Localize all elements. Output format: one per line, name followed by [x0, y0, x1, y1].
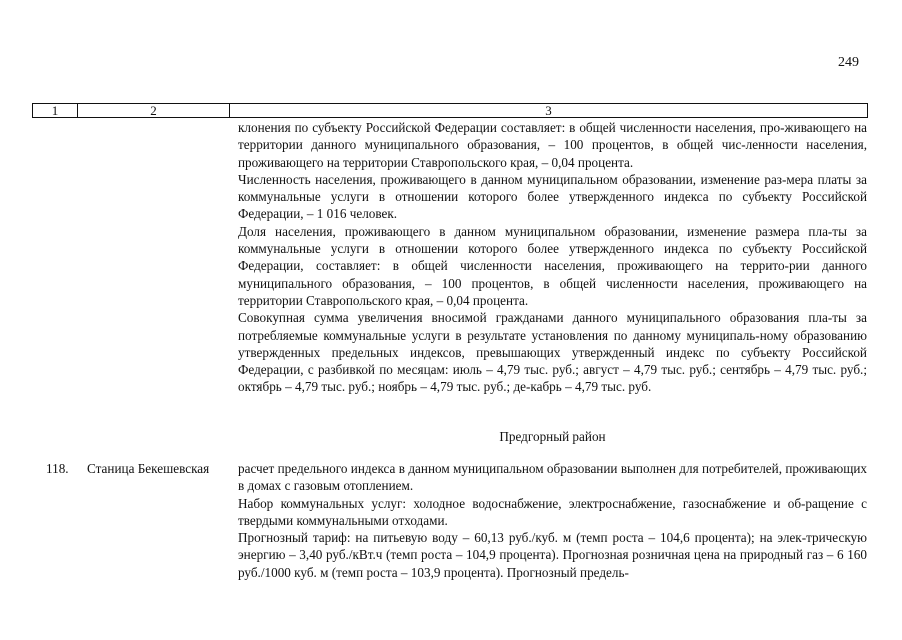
column-header-2: 2 [78, 104, 230, 117]
entry-text [238, 460, 867, 581]
column-header-1: 1 [33, 104, 78, 117]
paragraph: Прогнозный тариф: на питьевую воду – 60,13 руб./куб. м (темп роста – 104,6 процента); на элек-трическую энергию – 3,40 руб./кВт.ч (темп роста – 104,9 процента). Прогнозная розничная цена на природный газ – 6 160 руб./1000 куб. м (темп роста – 103,9 процента). Прогнозный предель- [238, 530, 867, 580]
paragraph: клонения по субъекту Российской Федерации составляет: в общей численности населения, про-живающего на территории данного муниципального образования, – 100 процентов, в общей чис-ленности населения, проживающего на территории Ставропольского края, – 0,04 процента. [238, 120, 867, 170]
continuation-text [238, 119, 867, 396]
entry-number: 118. [46, 461, 69, 476]
paragraph: Доля населения, проживающего в данном муниципальном образовании, изменение размера пла-ты за коммунальные услуги в отношении которого более утвержденного индекса по субъекту Российской Федерации, составляет: в общей численности населения, проживающего на террито-рии данного муниципального образования, – 100 процентов, в общей численности населения, проживающего на территории Ставропольского края, – 0,04 процента. [238, 223, 867, 308]
paragraph: расчет предельного индекса в данном муниципальном образовании выполнен для потребителей, проживающих в домах с газовым отоплением. [238, 461, 867, 494]
page-number: 249 [838, 55, 859, 70]
table-header-row [32, 103, 868, 118]
district-heading: Предгорный район [499, 429, 606, 444]
paragraph: Совокупная сумма увеличения вносимой гражданами данного муниципального образования пла-ты за потребляемые коммунальные услуги в результате установления по данному муниципаль-ному образованию утвержденных предельных индексов, превышающих утвержденный индекс по субъекту Российской Федерации, с разбивкой по месяцам: июль – 4,79 тыс. руб.; август – 4,79 тыс. руб.; сентябрь – 4,79 тыс. руб.; октябрь – 4,79 тыс. руб.; ноябрь – 4,79 тыс. руб.; де-кабрь – 4,79 тыс. руб. [238, 310, 867, 395]
paragraph: Набор коммунальных услуг: холодное водоснабжение, электроснабжение, газоснабжение и об-ращение с твердыми коммунальными отходами. [238, 495, 867, 528]
entry-name: Станица Бекешевская [87, 461, 210, 476]
column-header-3: 3 [545, 103, 552, 118]
paragraph: Численность населения, проживающего в данном муниципальном образовании, изменение раз-мера платы за коммунальные услуги в отношении которого более утвержденного индекса по субъекту Российской Федерации, – 1 016 человек. [238, 171, 867, 222]
